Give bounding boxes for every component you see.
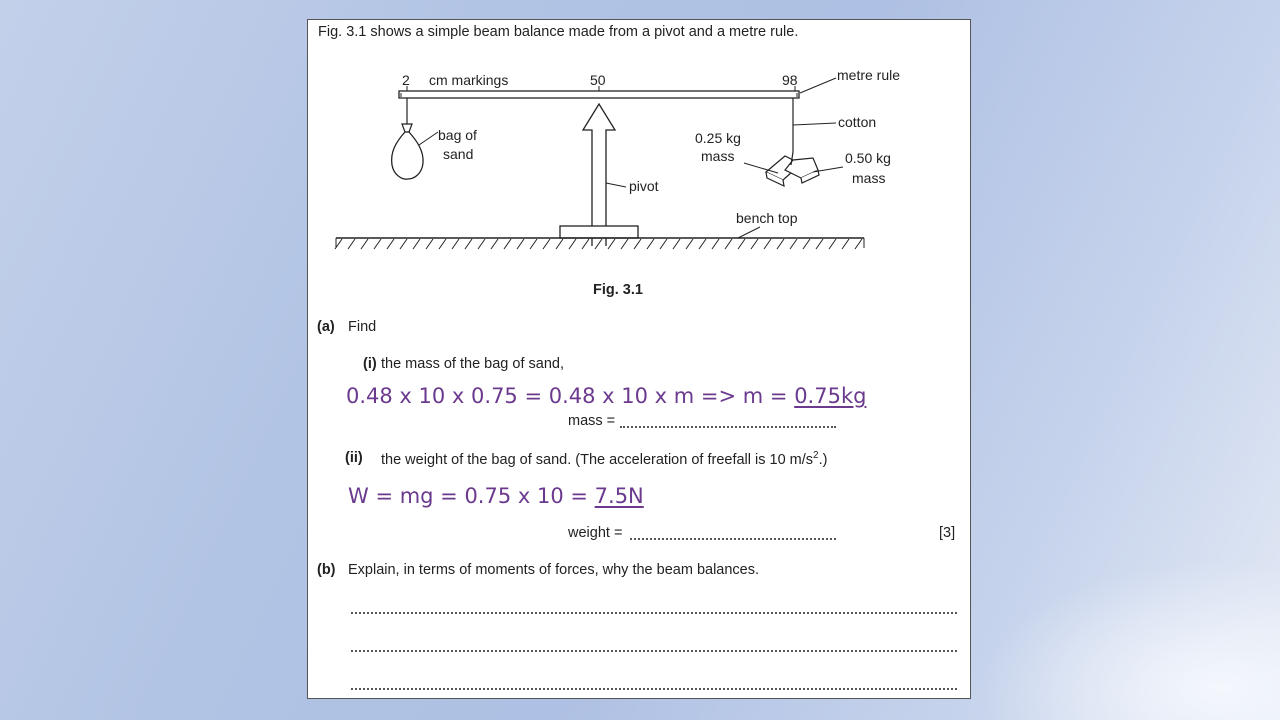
part-a-ii-text: [381, 450, 827, 468]
hatch-stroke: [348, 239, 355, 249]
background-glow: [980, 560, 1280, 720]
hatch-stroke: [556, 239, 563, 249]
answer-line-3: [351, 688, 957, 690]
beam-balance-figure: [308, 20, 971, 280]
hatch-stroke: [621, 239, 628, 249]
label-bag-line2: sand: [443, 146, 474, 162]
label-bench-top: bench top: [736, 210, 798, 226]
exam-page: [307, 19, 971, 699]
hatch-stroke: [374, 239, 381, 249]
answer-i-handwriting: [346, 384, 866, 408]
answer-ii-value: 7.5N: [594, 484, 644, 508]
hatch-stroke: [400, 239, 407, 249]
hatch-stroke: [712, 239, 719, 249]
answer-line-1: [351, 612, 957, 614]
hatch-stroke: [686, 239, 693, 249]
bag-neck: [402, 124, 412, 132]
hatch-stroke: [829, 239, 836, 249]
hatch-stroke: [699, 239, 706, 249]
label-050-line1: 0.50 kg: [845, 150, 891, 166]
hatch-stroke: [803, 239, 810, 249]
hatch-stroke: [517, 239, 524, 249]
hatch-stroke: [530, 239, 537, 249]
label-pivot: pivot: [629, 178, 659, 194]
weight-answer-label: weight =: [568, 525, 623, 541]
metre-rule-beam: [399, 91, 799, 98]
pivot-arrow: [583, 104, 615, 246]
hatch-stroke: [452, 239, 459, 249]
part-b-marker: (b): [317, 562, 336, 578]
label-98: 98: [782, 72, 798, 88]
hatch-stroke: [725, 239, 732, 249]
sand-bag: [392, 132, 423, 179]
hatch-stroke: [842, 239, 849, 249]
hatch-stroke: [855, 239, 862, 249]
hatch-stroke: [673, 239, 680, 249]
hatch-stroke: [413, 239, 420, 249]
weight-answer-line: [630, 538, 836, 540]
label-cotton: cotton: [838, 114, 877, 130]
hatch-stroke: [491, 239, 498, 249]
answer-ii-handwriting: [348, 484, 644, 508]
label-50: 50: [590, 72, 606, 88]
hatch-stroke: [387, 239, 394, 249]
part-a-prompt: Find: [348, 319, 377, 335]
part-b-text: Explain, in terms of moments of forces, why the beam balances.: [348, 562, 760, 578]
part-a-ii-text-main: the weight of the bag of sand. (The acceleration of freefall is 10 m/s: [381, 451, 814, 468]
part-a-marker: (a): [317, 319, 335, 335]
part-a-i-marker: (i): [363, 356, 377, 372]
hatch-stroke: [569, 239, 576, 249]
hatch-stroke: [582, 239, 589, 249]
hatch-stroke: [660, 239, 667, 249]
figure-caption: Fig. 3.1: [593, 282, 643, 298]
intro-text: Fig. 3.1 shows a simple beam balance made from a pivot and a metre rule.: [318, 24, 799, 40]
hatch-stroke: [608, 239, 615, 249]
masses: [766, 152, 819, 186]
hatch-stroke: [426, 239, 433, 249]
answer-i-working: 0.48 x 10 x 0.75 = 0.48 x 10 x m => m =: [346, 384, 795, 408]
hatch-stroke: [543, 239, 550, 249]
hatch-stroke: [751, 239, 758, 249]
mass-answer-label: mass =: [568, 413, 616, 429]
hatch-stroke: [504, 239, 511, 249]
hatch-stroke: [777, 239, 784, 249]
hatch-stroke: [764, 239, 771, 249]
label-025-line1: 0.25 kg: [695, 130, 741, 146]
answer-line-2: [351, 650, 957, 652]
hatch-stroke: [816, 239, 823, 249]
hatch-stroke: [478, 239, 485, 249]
label-2: 2: [402, 72, 410, 88]
label-cm-markings: cm markings: [429, 72, 509, 88]
marks-label: [3]: [939, 525, 956, 541]
pivot-base: [560, 226, 638, 238]
part-a-ii-text-end: .): [818, 451, 828, 468]
label-bag-line1: bag of: [438, 127, 477, 143]
answer-ii-working: W = mg = 0.75 x 10 =: [348, 484, 595, 508]
label-025-line2: mass: [701, 148, 735, 164]
label-050-line2: mass: [852, 170, 886, 186]
part-a-i-text: the mass of the bag of sand,: [381, 356, 564, 372]
hatch-stroke: [790, 239, 797, 249]
hatch-stroke: [647, 239, 654, 249]
part-a-ii-marker: (ii): [345, 450, 363, 466]
hatch-stroke: [634, 239, 641, 249]
hatch-stroke: [361, 239, 368, 249]
answer-i-value: 0.75kg: [794, 384, 867, 408]
label-metre-rule: metre rule: [837, 67, 901, 83]
hatch-stroke: [738, 239, 745, 249]
part-a-ii-sup: 2: [813, 450, 819, 461]
hatch-stroke: [465, 239, 472, 249]
mass-answer-line: [620, 426, 836, 428]
hatch-stroke: [439, 239, 446, 249]
